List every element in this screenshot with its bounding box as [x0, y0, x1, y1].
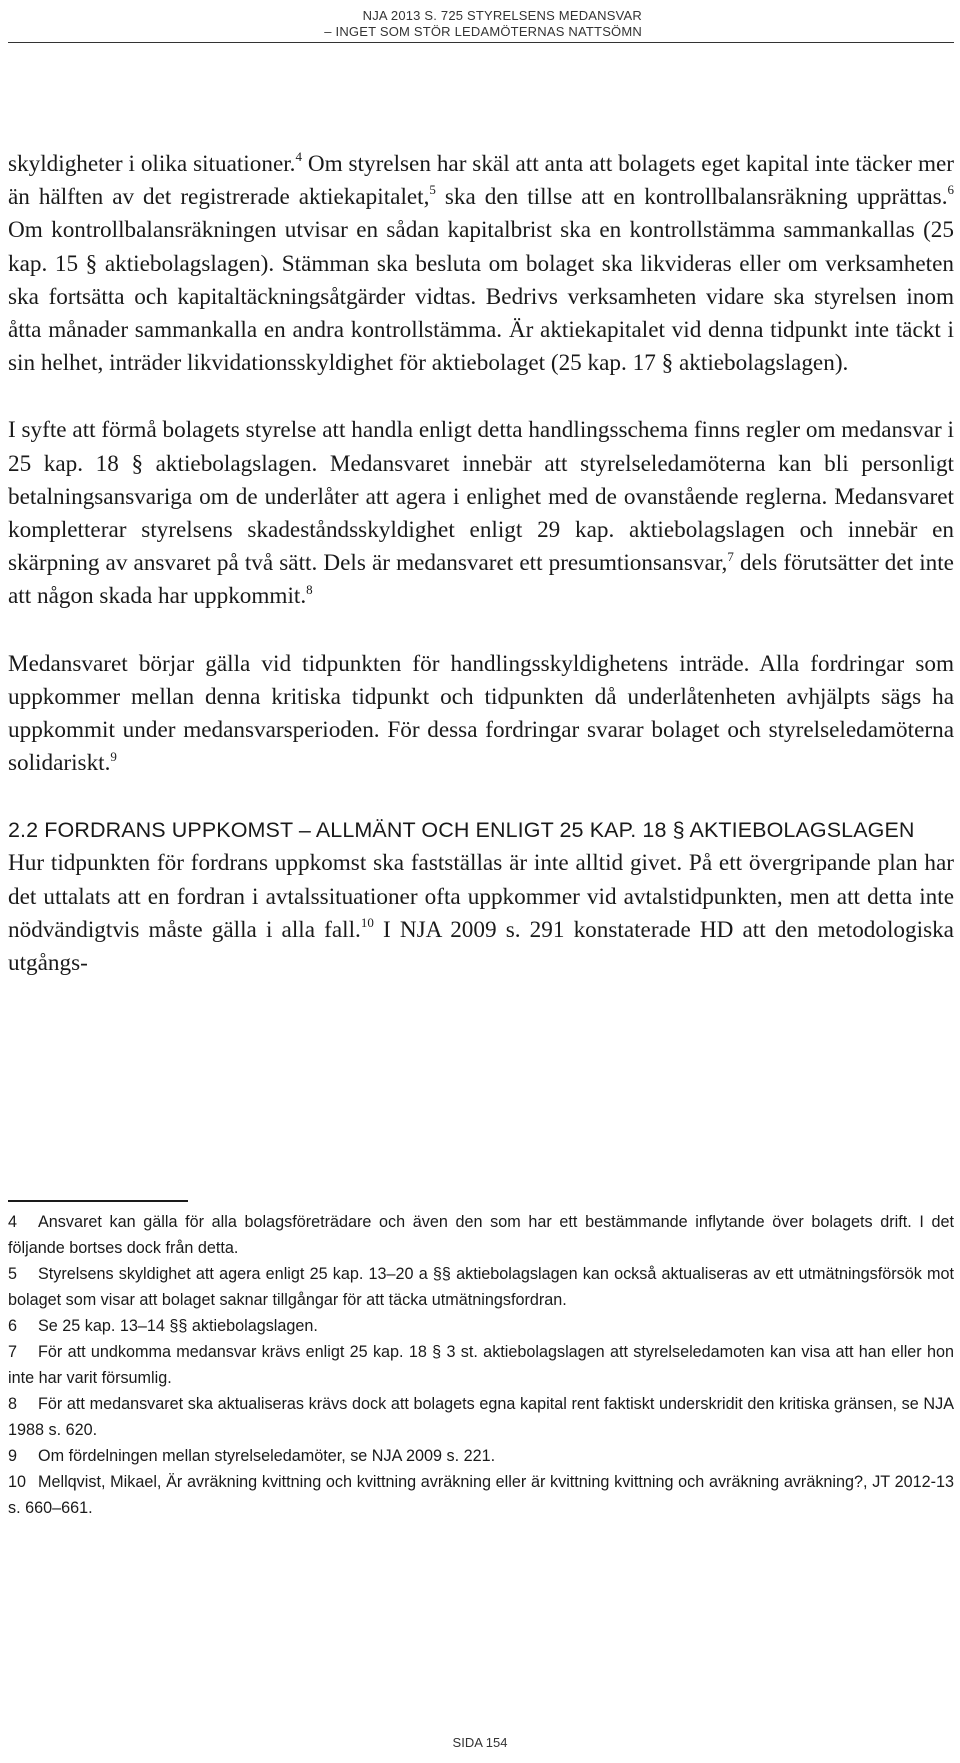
page-number: SIDA 154 — [452, 1735, 508, 1750]
body-text — [8, 148, 954, 1014]
footnote-text: Se 25 kap. 13–14 §§ aktiebolagslagen. — [38, 1317, 318, 1335]
running-header-line-1: NJA 2013 S. 725 STYRELSENS MEDANSVAR — [362, 8, 642, 23]
paragraph-2 — [8, 414, 954, 613]
footnote-text: Mellqvist, Mikael, Är avräkning kvittning och kvittning avräkning eller är kvittning kvittning och avräkning avräkning?, JT 2012-13 s. 660–661. — [8, 1473, 954, 1517]
footnote-text: För att medansvaret ska aktualiseras krävs dock att bolagets egna kapital rent faktiskt underskridit den kritiska gränsen, se NJA 1988 s. 620. — [8, 1395, 954, 1439]
paragraph-4 — [8, 847, 954, 980]
paragraph-2-part-b: dels förutsätter det inte att någon skada har uppkommit. — [8, 550, 954, 610]
paragraph-1-part-a: skyldigheter i olika situationer. — [8, 151, 296, 177]
footnote-rule — [8, 1200, 188, 1202]
footnote-ref-5[interactable]: 5 — [429, 182, 436, 198]
running-header — [324, 8, 642, 40]
footnote-4 — [8, 1209, 954, 1261]
paragraph-3 — [8, 648, 954, 781]
paragraph-1-part-c: ska den tillse att en kontrollbalansräkning upprättas. — [435, 184, 948, 211]
footnotes — [8, 1209, 954, 1521]
footnote-8 — [8, 1391, 954, 1443]
footnote-number: 8 — [8, 1395, 18, 1413]
footnote-number: 9 — [8, 1447, 18, 1465]
footnote-9 — [8, 1443, 954, 1469]
footnote-ref-8[interactable]: 8 — [306, 581, 313, 597]
footnote-text: Styrelsens skyldighet att agera enligt 25 kap. 13–20 a §§ aktiebolagslagen kan också aktualiseras av ett utmätningsförsök mot bolaget som visar att bolaget saknar tillgångar för att täcka utmätningsfordran. — [8, 1265, 954, 1309]
footnote-text: För att undkomma medansvar krävs enligt 25 kap. 18 § 3 st. aktiebolagslagen att styrelseledamoten kan visa att han eller hon inte har varit försumlig. — [8, 1343, 954, 1387]
footnote-5 — [8, 1261, 954, 1313]
footnote-ref-4[interactable]: 4 — [295, 149, 302, 165]
footnote-text: Om fördelningen mellan styrelseledamöter, se NJA 2009 s. 221. — [38, 1447, 496, 1465]
paragraph-4-part-a: Hur tidpunkten för fordrans uppkomst ska fastställas är inte alltid givet. På ett övergripande plan har det uttalats att en fordran i avtalssituationer ofta uppkommer vid avtalstidpunkten, men att detta inte nödvändigtvis måste gälla i alla fall. — [8, 850, 954, 943]
footnote-number: 4 — [8, 1213, 18, 1231]
footnote-text: Ansvaret kan gälla för alla bolagsföreträdare och även den som har ett bestämmande inflytande över bolagets drift. I det följande bortses dock från detta. — [8, 1213, 954, 1257]
footnote-10 — [8, 1469, 954, 1521]
footnote-6 — [8, 1313, 954, 1339]
paragraph-3-part-a: Medansvaret börjar gälla vid tidpunkten för handlingsskyldighetens inträde. Alla fordringar som uppkommer mellan denna kritiska tidpunkt och tidpunkten då underlåtenheten avhjälpts sägs ha uppkommit under medansvarsperioden. För dessa fordringar svarar bolaget och styrelseledamöterna solidariskt. — [8, 650, 954, 777]
paragraph-4-part-b: I NJA 2009 s. 291 konstaterade HD att den metodologiska utgångs- — [8, 916, 954, 977]
paragraph-1-part-d: Om kontrollbalansräkningen utvisar en sådan kapitalbrist ska en kontrollstämma sammankallas (25 kap. 15 § aktiebolagslagen). Stämman ska besluta om bolaget ska likvideras eller om verksamheten ska fortsätta och kapitaltäckningsåtgärder vidtas. Bedrivs verksamheten vidare ska styrelsen inom åtta månader sammankalla en andra kontrollstämma. Är aktiekapitalet vid denna tidpunkt inte täckt i sin helhet, inträder likvidationsskyldighet för aktiebolaget (25 kap. 17 § aktiebolagslagen). — [8, 217, 954, 377]
footnote-7 — [8, 1339, 954, 1391]
footnote-number: 6 — [8, 1317, 18, 1335]
paragraph-1-part-b: Om styrelsen har skäl att anta att bolagets eget kapital inte täcker mer än hälften av det registrerade aktiekapitalet, — [8, 151, 954, 211]
footnote-number: 7 — [8, 1343, 18, 1361]
paragraph-1 — [8, 148, 954, 380]
footnote-number: 5 — [8, 1265, 18, 1283]
footnote-ref-10[interactable]: 10 — [360, 915, 374, 931]
footnote-ref-6[interactable]: 6 — [947, 182, 954, 198]
footnote-number: 10 — [8, 1473, 27, 1491]
paragraph-2-part-a: I syfte att förmå bolagets styrelse att handla enligt detta handlingsschema finns regler om medansvar i 25 kap. 18 § aktiebolagslagen. Medansvaret innebär att styrelseledamöterna kan bli personligt betalningsansvariga om de underlåter att agera i enlighet med de ovanstående reglerna. Medansvaret kompletterar styrelsens skadeståndsskyldighet enligt 29 kap. aktiebolagslagen och innebär en skärpning av ansvaret på två sätt. Dels är medansvaret ett presumtionsansvar, — [8, 417, 954, 577]
footnote-ref-9[interactable]: 9 — [110, 748, 117, 764]
footnote-ref-7[interactable]: 7 — [727, 548, 734, 564]
header-rule — [8, 42, 954, 43]
section-heading: 2.2 FORDRANS UPPKOMST – ALLMÄNT OCH ENLIGT 25 KAP. 18 § AKTIEBOLAGSLAGEN — [8, 818, 915, 843]
running-header-line-2: – INGET SOM STÖR LEDAMÖTERNAS NATTSÖMN — [324, 24, 642, 39]
